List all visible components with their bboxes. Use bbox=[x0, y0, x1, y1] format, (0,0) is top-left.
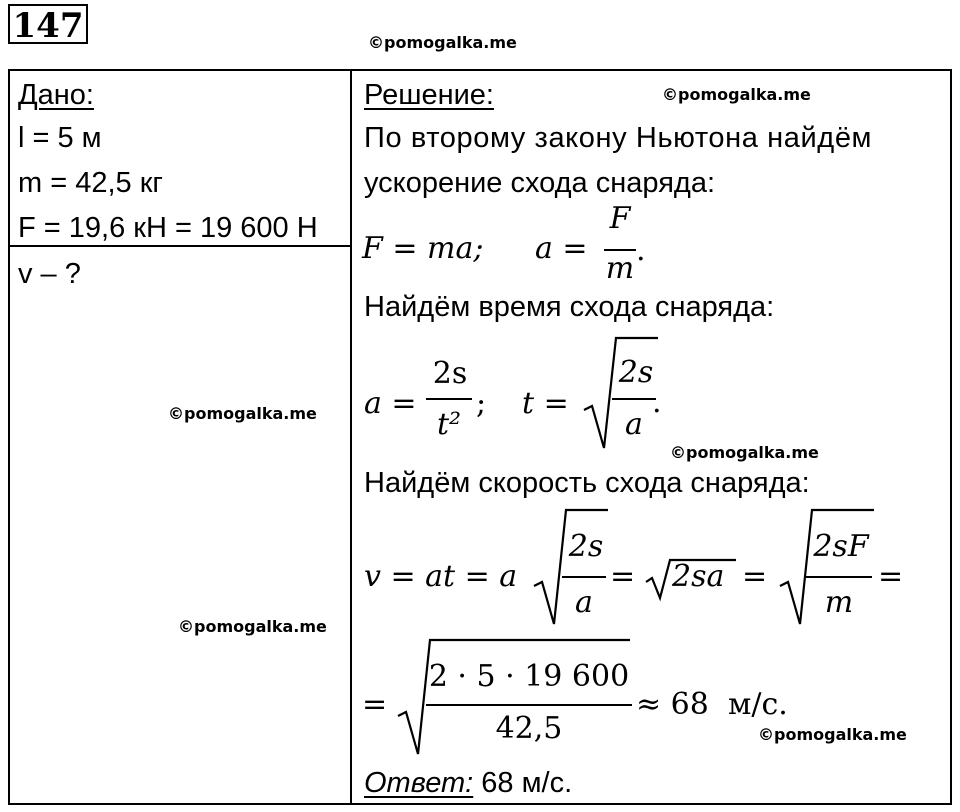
root-content: 2sa bbox=[672, 559, 725, 594]
fraction-bar bbox=[562, 576, 606, 578]
watermark: ©pomogalka.me bbox=[670, 443, 819, 462]
column-divider bbox=[350, 69, 352, 805]
solution-title: Решение: bbox=[364, 79, 494, 111]
solution-text: Найдём скорость схода снаряда: bbox=[364, 467, 810, 499]
problem-number: 147 bbox=[8, 4, 88, 44]
equals-sign: = bbox=[742, 559, 768, 594]
formula-newton: F = ma; bbox=[362, 231, 484, 266]
answer-value: 68 м/с. bbox=[481, 767, 573, 799]
fraction-denominator: 42,5 bbox=[495, 711, 563, 746]
fraction-numerator: F bbox=[609, 201, 631, 236]
equals-sign: = bbox=[878, 559, 904, 594]
fraction-numerator: 2 · 5 · 19 600 bbox=[428, 659, 630, 694]
given-line: l = 5 м bbox=[18, 122, 102, 154]
fraction-numerator: 2s bbox=[568, 529, 604, 564]
fraction-denominator: m bbox=[824, 585, 854, 620]
watermark: ©pomogalka.me bbox=[178, 617, 327, 636]
formula-accel-time: a = bbox=[364, 386, 417, 421]
fraction-denominator: t² bbox=[436, 407, 462, 442]
fraction-bar bbox=[426, 398, 472, 400]
watermark: ©pomogalka.me bbox=[168, 404, 317, 423]
watermark: ©pomogalka.me bbox=[758, 725, 907, 744]
solution-text: ускорение схода снаряда: bbox=[364, 167, 716, 199]
solution-text: По второму закону Ньютона найдём bbox=[364, 122, 873, 154]
watermark: ©pomogalka.me bbox=[662, 85, 811, 104]
find-line: v – ? bbox=[18, 258, 81, 290]
equals-sign: = bbox=[362, 687, 388, 722]
equals-sign: = bbox=[610, 559, 636, 594]
fraction-numerator: 2s bbox=[432, 356, 468, 391]
formula-time: t = bbox=[522, 386, 569, 421]
formula-velocity: v = at = a bbox=[364, 559, 518, 594]
solution-text: Найдём время схода снаряда: bbox=[364, 291, 775, 323]
unit: м/с. bbox=[728, 687, 788, 722]
formula-end: . bbox=[652, 385, 662, 420]
fraction-denominator: a bbox=[625, 407, 643, 442]
formula-accel: a = bbox=[535, 231, 588, 266]
answer-line bbox=[364, 766, 572, 800]
fraction-bar bbox=[806, 576, 872, 578]
formula-separator: ; bbox=[476, 386, 487, 421]
watermark: ©pomogalka.me bbox=[368, 33, 517, 52]
given-line: m = 42,5 кг bbox=[18, 167, 163, 199]
fraction-numerator: 2sF bbox=[813, 529, 869, 564]
formula-end: . bbox=[636, 233, 646, 268]
given-line: F = 19,6 кН = 19 600 Н bbox=[18, 212, 318, 244]
fraction-denominator: a bbox=[575, 585, 593, 620]
fraction-numerator: 2s bbox=[618, 355, 654, 390]
fraction-bar bbox=[426, 704, 632, 706]
given-title: Дано: bbox=[18, 79, 94, 111]
answer-label: Ответ: bbox=[364, 767, 474, 799]
fraction-bar bbox=[612, 398, 656, 400]
fraction-denominator: m bbox=[605, 251, 635, 286]
approx-value: ≈ 68 bbox=[636, 687, 709, 722]
given-divider bbox=[8, 245, 352, 247]
